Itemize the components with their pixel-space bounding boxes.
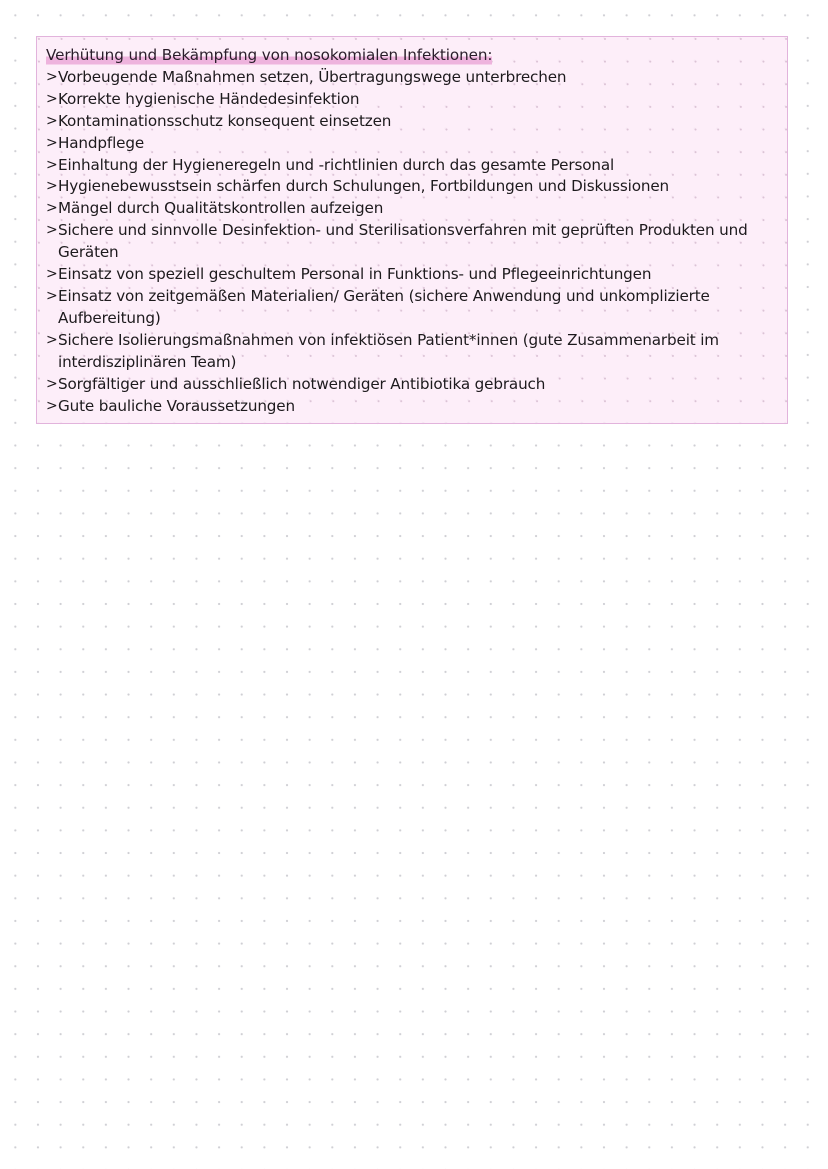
list-item: [46, 264, 777, 286]
list-item-text: Vorbeugende Maßnahmen setzen, Übertragungswege unterbrechen: [58, 67, 567, 86]
list-item-text: Einsatz von zeitgemäßen Materialien/ Geräten (sichere Anwendung und unkomplizierte Aufbereitung): [58, 286, 710, 327]
list-item: [46, 111, 777, 133]
bullet-arrow-icon: >: [46, 134, 58, 151]
bullet-arrow-icon: >: [46, 68, 58, 85]
list-item: [46, 330, 777, 374]
list-item: [46, 133, 777, 155]
list-item: [46, 67, 777, 89]
list-item: [46, 374, 777, 396]
list-item: [46, 155, 777, 177]
list-item-text: Hygienebewusstsein schärfen durch Schulungen, Fortbildungen und Diskussionen: [58, 177, 669, 196]
list-item-text: Sichere und sinnvolle Desinfektion- und Sterilisationsverfahren mit geprüften Produkten und Geräten: [58, 221, 748, 262]
note-title: Verhütung und Bekämpfung von nosokomialen Infektionen:: [46, 45, 492, 67]
list-item-text: Einhaltung der Hygieneregeln und -richtlinien durch das gesamte Personal: [58, 155, 615, 174]
list-item-text: Kontaminationsschutz konsequent einsetzen: [58, 111, 392, 130]
bullet-arrow-icon: >: [46, 178, 58, 195]
bullet-arrow-icon: >: [46, 397, 58, 414]
bullet-arrow-icon: >: [46, 222, 58, 239]
list-item-text: Sorgfältiger und ausschließlich notwendiger Antibiotika gebrauch: [58, 374, 546, 393]
list-item-text: Mängel durch Qualitätskontrollen aufzeigen: [58, 199, 384, 218]
list-item: [46, 220, 777, 264]
list-item: [46, 198, 777, 220]
bullet-arrow-icon: >: [46, 90, 58, 107]
bullet-arrow-icon: >: [46, 200, 58, 217]
list-item-text: Sichere Isolierungsmaßnahmen von infektiösen Patient*innen (gute Zusammenarbeit im interdisziplinären Team): [58, 330, 719, 371]
bullet-arrow-icon: >: [46, 331, 58, 348]
bullet-arrow-icon: >: [46, 156, 58, 173]
bullet-arrow-icon: >: [46, 287, 58, 304]
list-item-text: Einsatz von speziell geschultem Personal in Funktions- und Pflegeeinrichtungen: [58, 265, 652, 284]
list-item-text: Korrekte hygienische Händedesinfektion: [58, 89, 360, 108]
list-item: [46, 176, 777, 198]
bullet-list: [46, 67, 777, 418]
bullet-arrow-icon: >: [46, 266, 58, 283]
note-box: [36, 36, 788, 424]
list-item: [46, 396, 777, 418]
bullet-arrow-icon: >: [46, 112, 58, 129]
list-item: [46, 89, 777, 111]
bullet-arrow-icon: >: [46, 375, 58, 392]
list-item-text: Gute bauliche Voraussetzungen: [58, 396, 295, 415]
list-item: [46, 286, 777, 330]
list-item-text: Handpflege: [58, 133, 145, 152]
